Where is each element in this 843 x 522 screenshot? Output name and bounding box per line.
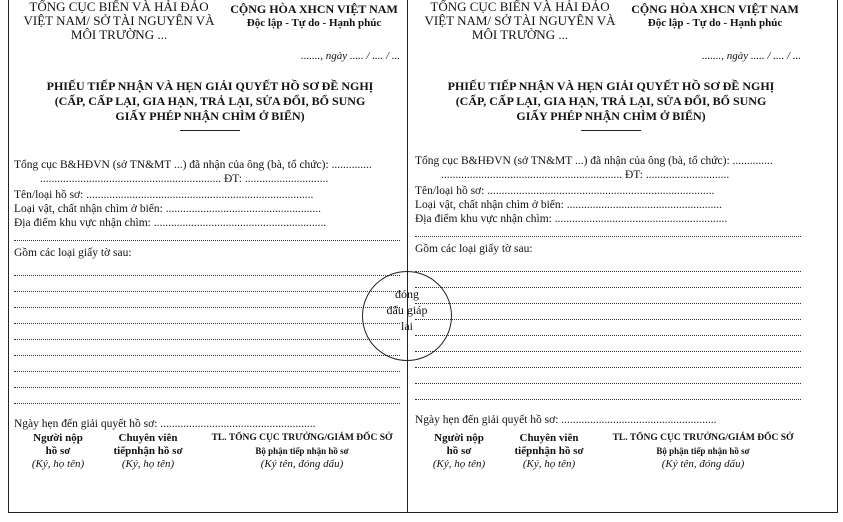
title-line-1: PHIẾU TIẾP NHẬN VÀ HẸN GIẢI QUYẾT HỒ SƠ ĐỀ NGHỊ bbox=[46, 79, 374, 93]
agency-header bbox=[415, 0, 625, 42]
document-title bbox=[421, 79, 801, 124]
receipt-copy-left bbox=[10, 0, 408, 512]
agency-line-1: TỔNG CỤC BIỂN VÀ HẢI ĐẢO bbox=[430, 0, 610, 14]
material-field: Loại vật, chất nhận chìm ở biển: ...................................................... bbox=[14, 203, 321, 215]
doc-name-field: Tên/loại hồ sơ: ............................................................................... bbox=[14, 189, 314, 201]
agency-line-3: MÔI TRƯỜNG ... bbox=[471, 27, 569, 42]
director-signature bbox=[599, 432, 807, 471]
dotted-line bbox=[14, 403, 400, 404]
nation-title: CỘNG HÒA XHCN VIỆT NAM bbox=[631, 2, 799, 16]
dateline: ......., ngày ..... / .... / ... bbox=[301, 50, 400, 62]
dotted-line bbox=[14, 355, 400, 356]
submitter-note: (Ký, họ tên) bbox=[432, 458, 486, 470]
title-underline bbox=[180, 130, 240, 131]
material-field: Loại vật, chất nhận chìm ở biển: ...................................................... bbox=[415, 199, 722, 211]
title-line-2: (CẤP, CẤP LẠI, GIA HẠN, TRẢ LẠI, SỬA ĐỔI, BỔ SUNG bbox=[455, 94, 767, 108]
director-sub: Bộ phận tiếp nhận hồ sơ bbox=[255, 446, 349, 456]
title-line-2: (CẤP, CẤP LẠI, GIA HẠN, TRẢ LẠI, SỬA ĐỔI, BỔ SUNG bbox=[54, 94, 366, 108]
agency-line-3: MÔI TRƯỜNG ... bbox=[70, 27, 168, 42]
submitter-signature bbox=[18, 432, 98, 471]
dotted-line bbox=[14, 275, 400, 276]
dotted-line bbox=[14, 387, 400, 388]
seal-line-1: đóng bbox=[395, 287, 419, 301]
nation-header bbox=[626, 2, 804, 30]
dotted-line bbox=[14, 307, 400, 308]
doc-name-field: Tên/loại hồ sơ: ............................................................................... bbox=[415, 185, 715, 197]
agency-line-2: VIỆT NAM/ SỞ TÀI NGUYÊN VÀ bbox=[23, 13, 215, 28]
specialist-title-2: tiếpnhận hồ sơ bbox=[514, 445, 584, 457]
agency-line-1: TỔNG CỤC BIỂN VÀ HẢI ĐẢO bbox=[29, 0, 209, 14]
location-field: Địa điểm khu vực nhận chìm: ............................................................ bbox=[14, 217, 327, 229]
receiver-field: Tổng cục B&HĐVN (sở TN&MT ...) đã nhận của ông (bà, tổ chức): .............. bbox=[14, 159, 372, 171]
phone-field: ............................................................... ĐT: ............................. bbox=[40, 173, 329, 185]
title-underline bbox=[581, 130, 641, 131]
specialist-title-1: Chuyên viên bbox=[118, 432, 178, 444]
seal-line-3: lai bbox=[401, 319, 413, 333]
submitter-title-1: Người nộp bbox=[434, 432, 484, 444]
seal-line-2: dấu giáp bbox=[386, 303, 428, 317]
specialist-title-1: Chuyên viên bbox=[519, 432, 579, 444]
dotted-line bbox=[415, 399, 801, 400]
receiver-field: Tổng cục B&HĐVN (sở TN&MT ...) đã nhận của ông (bà, tổ chức): .............. bbox=[415, 155, 773, 167]
director-signature bbox=[198, 432, 406, 471]
nation-header bbox=[225, 2, 403, 30]
dotted-line bbox=[415, 383, 801, 384]
dateline: ......., ngày ..... / .... / ... bbox=[702, 50, 801, 62]
submitter-title-1: Người nộp bbox=[33, 432, 83, 444]
nation-title: CỘNG HÒA XHCN VIỆT NAM bbox=[230, 2, 398, 16]
dotted-line bbox=[415, 319, 801, 320]
phone-field: ............................................................... ĐT: ............................. bbox=[441, 169, 730, 181]
director-title: TL. TỔNG CỤC TRƯỞNG/GIÁM ĐỐC SỞ bbox=[211, 433, 393, 443]
dotted-line bbox=[415, 303, 801, 304]
director-title: TL. TỔNG CỤC TRƯỞNG/GIÁM ĐỐC SỞ bbox=[612, 433, 794, 443]
director-note: (Ký tên, đóng dấu) bbox=[661, 458, 745, 470]
dotted-line bbox=[14, 339, 400, 340]
submitter-signature bbox=[419, 432, 499, 471]
director-sub: Bộ phận tiếp nhận hồ sơ bbox=[656, 446, 750, 456]
dotted-line bbox=[415, 367, 801, 368]
dotted-line bbox=[415, 236, 801, 237]
includes-label: Gồm các loại giấy tờ sau: bbox=[415, 243, 533, 255]
dotted-line bbox=[14, 371, 400, 372]
includes-label: Gồm các loại giấy tờ sau: bbox=[14, 247, 132, 259]
submitter-title-2: hồ sơ bbox=[446, 445, 472, 457]
director-note: (Ký tên, đóng dấu) bbox=[260, 458, 344, 470]
appointment-field: Ngày hẹn đến giải quyết hồ sơ: ...................................................... bbox=[415, 414, 717, 426]
dotted-line bbox=[415, 271, 801, 272]
nation-motto: Độc lập - Tự do - Hạnh phúc bbox=[246, 17, 382, 29]
agency-header bbox=[14, 0, 224, 42]
dotted-line bbox=[14, 291, 400, 292]
title-line-1: PHIẾU TIẾP NHẬN VÀ HẸN GIẢI QUYẾT HỒ SƠ ĐỀ NGHỊ bbox=[447, 79, 775, 93]
dotted-line bbox=[415, 351, 801, 352]
agency-line-2: VIỆT NAM/ SỞ TÀI NGUYÊN VÀ bbox=[424, 13, 616, 28]
submitter-note: (Ký, họ tên) bbox=[31, 458, 85, 470]
title-line-3: GIẤY PHÉP NHẬN CHÌM Ở BIỂN) bbox=[115, 109, 305, 123]
dotted-line bbox=[14, 240, 400, 241]
specialist-signature bbox=[499, 432, 599, 471]
dotted-line bbox=[415, 287, 801, 288]
dotted-line bbox=[14, 323, 400, 324]
seal-text bbox=[372, 286, 442, 334]
document-title bbox=[20, 79, 400, 124]
submitter-title-2: hồ sơ bbox=[45, 445, 71, 457]
dotted-line bbox=[415, 335, 801, 336]
appointment-field: Ngày hẹn đến giải quyết hồ sơ: ...................................................... bbox=[14, 418, 316, 430]
title-line-3: GIẤY PHÉP NHẬN CHÌM Ở BIỂN) bbox=[516, 109, 706, 123]
specialist-note: (Ký, họ tên) bbox=[121, 458, 175, 470]
location-field: Địa điểm khu vực nhận chìm: ............................................................ bbox=[415, 213, 728, 225]
receipt-copy-right bbox=[411, 0, 809, 512]
specialist-note: (Ký, họ tên) bbox=[522, 458, 576, 470]
specialist-title-2: tiếpnhận hồ sơ bbox=[113, 445, 183, 457]
nation-motto: Độc lập - Tự do - Hạnh phúc bbox=[647, 17, 783, 29]
specialist-signature bbox=[98, 432, 198, 471]
